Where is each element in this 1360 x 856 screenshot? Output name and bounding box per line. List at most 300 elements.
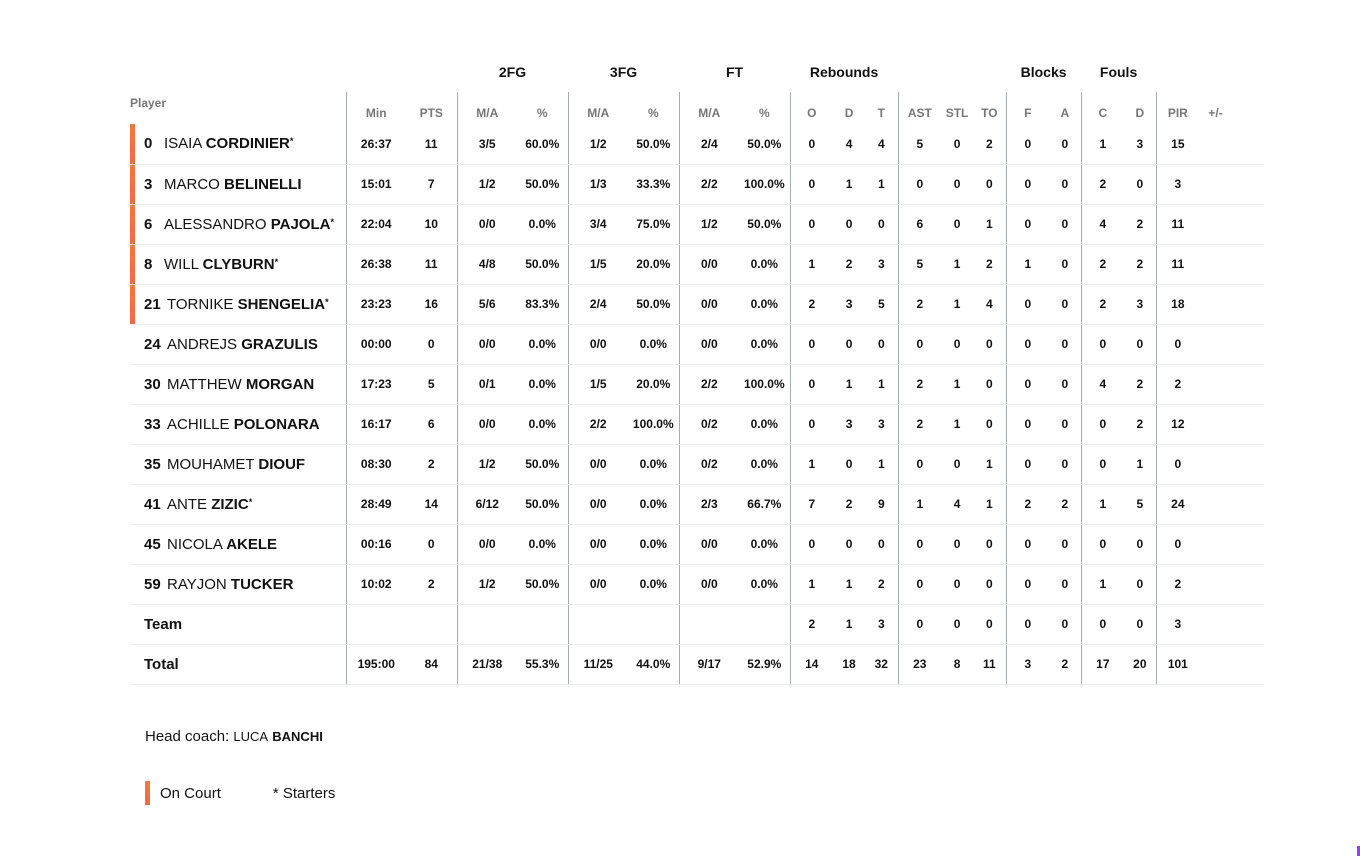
stat-ft: 2/2 bbox=[679, 364, 739, 404]
stat-pir: 11 bbox=[1156, 244, 1199, 284]
col-header-player[interactable]: Player bbox=[130, 96, 167, 110]
stat-fg2: 0/0 bbox=[457, 324, 517, 364]
player-last-name: POLONARA bbox=[233, 415, 320, 433]
stat-fg3p: 100.0% bbox=[628, 404, 679, 444]
total-stat-fc: 17 bbox=[1081, 644, 1124, 684]
stat-fg2p: 0.0% bbox=[517, 204, 568, 244]
stat-t: 1 bbox=[865, 364, 898, 404]
stat-ftp: 100.0% bbox=[739, 364, 790, 404]
stat-to: 0 bbox=[973, 164, 1006, 204]
total-stat-ast: 23 bbox=[898, 644, 941, 684]
stat-min: 28:49 bbox=[346, 484, 406, 524]
stat-ast: 0 bbox=[898, 444, 941, 484]
player-number: 35 bbox=[144, 455, 161, 473]
stat-ftp: 0.0% bbox=[739, 404, 790, 444]
player-cell bbox=[130, 204, 346, 244]
stat-ba: 0 bbox=[1049, 124, 1081, 164]
stat-to: 0 bbox=[973, 404, 1006, 444]
stat-bf: 0 bbox=[1006, 564, 1049, 604]
col-header-plus-minus[interactable]: +/- bbox=[1208, 106, 1223, 120]
team-stat-fg2 bbox=[457, 604, 517, 644]
stat-stl: 1 bbox=[941, 404, 973, 444]
player-number: 8 bbox=[144, 255, 153, 273]
on-court-indicator bbox=[130, 205, 135, 244]
player-row[interactable] bbox=[130, 524, 1264, 564]
legend bbox=[145, 781, 335, 805]
stat-ba: 0 bbox=[1049, 324, 1081, 364]
stat-fg3: 3/4 bbox=[568, 204, 628, 244]
stat-fg2: 4/8 bbox=[457, 244, 517, 284]
stat-t: 2 bbox=[865, 564, 898, 604]
stat-stl: 0 bbox=[941, 524, 973, 564]
player-last-name: AKELE bbox=[226, 535, 278, 553]
stat-d: 2 bbox=[833, 484, 865, 524]
player-number: 33 bbox=[144, 415, 161, 433]
stat-ft: 0/2 bbox=[679, 444, 739, 484]
stat-ba: 2 bbox=[1049, 484, 1081, 524]
stat-ast: 0 bbox=[898, 164, 941, 204]
player-cell bbox=[130, 164, 346, 204]
stat-pm bbox=[1199, 484, 1232, 524]
stat-ft: 0/0 bbox=[679, 284, 739, 324]
team-label: Team bbox=[144, 615, 183, 633]
player-row[interactable] bbox=[130, 204, 1264, 244]
total-label: Total bbox=[144, 655, 179, 673]
team-row bbox=[130, 604, 1264, 644]
on-court-indicator bbox=[130, 124, 135, 164]
stat-t: 4 bbox=[865, 124, 898, 164]
stat-min: 26:38 bbox=[346, 244, 406, 284]
on-court-indicator bbox=[130, 165, 135, 204]
stat-pts: 16 bbox=[406, 284, 457, 324]
stat-ftp: 100.0% bbox=[739, 164, 790, 204]
stat-bf: 0 bbox=[1006, 524, 1049, 564]
stat-pts: 7 bbox=[406, 164, 457, 204]
pad-cell bbox=[1232, 484, 1264, 524]
stat-pm bbox=[1199, 404, 1232, 444]
stat-pm bbox=[1199, 364, 1232, 404]
total-stat-pm bbox=[1199, 644, 1232, 684]
stat-to: 2 bbox=[973, 244, 1006, 284]
stat-o: 2 bbox=[790, 284, 833, 324]
player-first-name: WILL bbox=[164, 255, 199, 273]
stat-fd: 0 bbox=[1124, 324, 1156, 364]
stat-o: 0 bbox=[790, 204, 833, 244]
stat-pir: 0 bbox=[1156, 444, 1199, 484]
stat-ba: 0 bbox=[1049, 524, 1081, 564]
player-first-name: TORNIKE bbox=[167, 295, 234, 313]
pad-cell bbox=[1232, 124, 1264, 164]
stat-pts: 5 bbox=[406, 364, 457, 404]
stat-fg3: 2/2 bbox=[568, 404, 628, 444]
player-number: 45 bbox=[144, 535, 161, 553]
stat-stl: 0 bbox=[941, 204, 973, 244]
col-header-pir[interactable]: PIR bbox=[1156, 92, 1199, 124]
stat-fg2p: 0.0% bbox=[517, 404, 568, 444]
col-header-min[interactable]: Min bbox=[346, 92, 406, 124]
stat-ft: 0/0 bbox=[679, 324, 739, 364]
total-stat-ftp: 52.9% bbox=[739, 644, 790, 684]
stat-o: 0 bbox=[790, 124, 833, 164]
total-stat-fd: 20 bbox=[1124, 644, 1156, 684]
stat-fg3: 2/4 bbox=[568, 284, 628, 324]
stat-pir: 0 bbox=[1156, 524, 1199, 564]
player-first-name: ANTE bbox=[167, 495, 208, 513]
stat-ast: 1 bbox=[898, 484, 941, 524]
pad-cell bbox=[1232, 364, 1264, 404]
stat-t: 1 bbox=[865, 164, 898, 204]
stat-stl: 1 bbox=[941, 364, 973, 404]
stat-fg2p: 0.0% bbox=[517, 324, 568, 364]
col-header-2fg-ma[interactable]: M/A bbox=[457, 92, 517, 124]
stat-pm bbox=[1199, 524, 1232, 564]
stat-ft: 2/4 bbox=[679, 124, 739, 164]
stat-fd: 0 bbox=[1124, 564, 1156, 604]
player-number: 24 bbox=[144, 335, 161, 353]
stat-ast: 2 bbox=[898, 284, 941, 324]
stat-fg2: 3/5 bbox=[457, 124, 517, 164]
stat-stl: 0 bbox=[941, 324, 973, 364]
stat-fc: 1 bbox=[1081, 564, 1124, 604]
player-number: 6 bbox=[144, 215, 153, 233]
stat-ast: 5 bbox=[898, 244, 941, 284]
player-number: 21 bbox=[144, 295, 161, 313]
col-header-foul-c[interactable]: C bbox=[1081, 92, 1124, 124]
on-court-swatch bbox=[145, 781, 150, 805]
player-first-name: ISAIA bbox=[164, 135, 202, 153]
team-stat-ftp bbox=[739, 604, 790, 644]
stat-fc: 4 bbox=[1081, 204, 1124, 244]
stat-t: 3 bbox=[865, 244, 898, 284]
player-row[interactable] bbox=[130, 484, 1264, 524]
stat-fg3p: 75.0% bbox=[628, 204, 679, 244]
stat-t: 0 bbox=[865, 324, 898, 364]
stat-pts: 11 bbox=[406, 244, 457, 284]
stat-stl: 0 bbox=[941, 564, 973, 604]
stat-to: 0 bbox=[973, 524, 1006, 564]
team-stat-pts bbox=[406, 604, 457, 644]
on-court-indicator bbox=[130, 285, 135, 324]
stat-ft: 2/3 bbox=[679, 484, 739, 524]
stat-fg2: 1/2 bbox=[457, 564, 517, 604]
stat-fg2p: 50.0% bbox=[517, 484, 568, 524]
stat-pm bbox=[1199, 244, 1232, 284]
col-header-2fg-pct[interactable]: % bbox=[536, 106, 548, 120]
stat-stl: 0 bbox=[941, 164, 973, 204]
pad-cell bbox=[1232, 444, 1264, 484]
stat-to: 1 bbox=[973, 444, 1006, 484]
stat-pts: 10 bbox=[406, 204, 457, 244]
stat-ba: 0 bbox=[1049, 404, 1081, 444]
stat-fg2p: 83.3% bbox=[517, 284, 568, 324]
stat-o: 0 bbox=[790, 324, 833, 364]
player-number: 59 bbox=[144, 575, 161, 593]
total-stat-fg2p: 55.3% bbox=[517, 644, 568, 684]
stat-pts: 2 bbox=[406, 444, 457, 484]
stat-ftp: 0.0% bbox=[739, 564, 790, 604]
stat-fg2p: 0.0% bbox=[517, 524, 568, 564]
stat-ft: 0/2 bbox=[679, 404, 739, 444]
team-stat-ba: 0 bbox=[1049, 604, 1081, 644]
stat-ba: 0 bbox=[1049, 284, 1081, 324]
player-cell bbox=[130, 244, 346, 284]
head-coach-first-name: LUCA bbox=[233, 729, 269, 744]
stat-ft: 2/2 bbox=[679, 164, 739, 204]
player-row[interactable] bbox=[130, 124, 1264, 164]
starter-mark: * bbox=[248, 496, 253, 507]
group-header-row bbox=[130, 52, 1264, 92]
stat-min: 23:23 bbox=[346, 284, 406, 324]
stat-fg3: 1/3 bbox=[568, 164, 628, 204]
player-last-name: PAJOLA bbox=[270, 215, 331, 233]
col-header-foul-d[interactable]: D bbox=[1135, 106, 1145, 120]
total-stat-min: 195:00 bbox=[346, 644, 406, 684]
stat-ast: 0 bbox=[898, 324, 941, 364]
player-first-name: MARCO bbox=[164, 175, 220, 193]
total-stat-o: 14 bbox=[790, 644, 833, 684]
column-header-row bbox=[130, 92, 1264, 124]
stat-bf: 0 bbox=[1006, 164, 1049, 204]
stat-fg3: 1/5 bbox=[568, 244, 628, 284]
boxscore-table bbox=[130, 52, 1264, 685]
group-2fg: 2FG bbox=[498, 64, 527, 80]
stat-d: 3 bbox=[833, 404, 865, 444]
stat-pir: 2 bbox=[1156, 564, 1199, 604]
stat-min: 15:01 bbox=[346, 164, 406, 204]
stat-o: 1 bbox=[790, 244, 833, 284]
stat-fc: 4 bbox=[1081, 364, 1124, 404]
col-header-ft-pct[interactable]: % bbox=[758, 106, 770, 120]
total-stat-ba: 2 bbox=[1049, 644, 1081, 684]
stat-ftp: 66.7% bbox=[739, 484, 790, 524]
player-last-name: MORGAN bbox=[245, 375, 315, 393]
total-stat-fg3: 11/25 bbox=[568, 644, 628, 684]
stat-min: 00:16 bbox=[346, 524, 406, 564]
stat-min: 08:30 bbox=[346, 444, 406, 484]
stat-fg3p: 33.3% bbox=[628, 164, 679, 204]
player-last-name: CLYBURN bbox=[202, 255, 275, 273]
stat-pm bbox=[1199, 124, 1232, 164]
starter-mark: * bbox=[274, 256, 279, 267]
stat-d: 0 bbox=[833, 324, 865, 364]
team-stat-stl: 0 bbox=[941, 604, 973, 644]
total-stat-ft: 9/17 bbox=[679, 644, 739, 684]
stat-fd: 3 bbox=[1124, 124, 1156, 164]
stat-fd: 2 bbox=[1124, 404, 1156, 444]
stat-fd: 1 bbox=[1124, 444, 1156, 484]
group-blocks: Blocks bbox=[1020, 64, 1067, 80]
player-first-name: MOUHAMET bbox=[167, 455, 255, 473]
col-header-ast[interactable]: AST bbox=[898, 92, 941, 124]
team-stat-pir: 3 bbox=[1156, 604, 1199, 644]
pad-cell bbox=[1232, 404, 1264, 444]
team-stat-fg3p bbox=[628, 604, 679, 644]
stat-pm bbox=[1199, 284, 1232, 324]
stat-d: 2 bbox=[833, 244, 865, 284]
stat-fc: 2 bbox=[1081, 244, 1124, 284]
team-stat-fd: 0 bbox=[1124, 604, 1156, 644]
player-cell bbox=[130, 564, 346, 604]
stat-d: 4 bbox=[833, 124, 865, 164]
stat-to: 4 bbox=[973, 284, 1006, 324]
stat-d: 1 bbox=[833, 364, 865, 404]
player-last-name: CORDINIER bbox=[205, 135, 290, 153]
stat-bf: 0 bbox=[1006, 124, 1049, 164]
stat-ba: 0 bbox=[1049, 364, 1081, 404]
stat-pts: 11 bbox=[406, 124, 457, 164]
player-number: 3 bbox=[144, 175, 153, 193]
stat-fg3: 1/5 bbox=[568, 364, 628, 404]
stat-fg3: 0/0 bbox=[568, 564, 628, 604]
stat-fg3: 1/2 bbox=[568, 124, 628, 164]
stat-d: 0 bbox=[833, 204, 865, 244]
stat-fg2p: 50.0% bbox=[517, 164, 568, 204]
pad-cell bbox=[1232, 644, 1264, 684]
stat-ftp: 50.0% bbox=[739, 124, 790, 164]
stat-ft: 0/0 bbox=[679, 524, 739, 564]
player-last-name: TUCKER bbox=[230, 575, 294, 593]
stat-fg3p: 50.0% bbox=[628, 284, 679, 324]
stat-stl: 1 bbox=[941, 244, 973, 284]
stat-d: 3 bbox=[833, 284, 865, 324]
stat-pts: 0 bbox=[406, 324, 457, 364]
player-row[interactable] bbox=[130, 404, 1264, 444]
stat-fg3: 0/0 bbox=[568, 524, 628, 564]
col-header-ft-ma[interactable]: M/A bbox=[679, 92, 739, 124]
player-row[interactable] bbox=[130, 444, 1264, 484]
stat-fd: 2 bbox=[1124, 364, 1156, 404]
stat-fc: 0 bbox=[1081, 444, 1124, 484]
player-number: 0 bbox=[144, 135, 153, 153]
stat-fg3: 0/0 bbox=[568, 444, 628, 484]
stat-ba: 0 bbox=[1049, 244, 1081, 284]
total-stat-bf: 3 bbox=[1006, 644, 1049, 684]
stat-min: 17:23 bbox=[346, 364, 406, 404]
col-header-3fg-ma[interactable]: M/A bbox=[568, 92, 628, 124]
stat-fg3: 0/0 bbox=[568, 324, 628, 364]
stat-pm bbox=[1199, 564, 1232, 604]
stat-ast: 0 bbox=[898, 524, 941, 564]
player-cell bbox=[130, 324, 346, 364]
total-cell bbox=[130, 644, 346, 684]
stat-pm bbox=[1199, 444, 1232, 484]
stat-bf: 0 bbox=[1006, 444, 1049, 484]
team-stat-to: 0 bbox=[973, 604, 1006, 644]
team-stat-fg3 bbox=[568, 604, 628, 644]
col-header-pts[interactable]: PTS bbox=[419, 106, 443, 120]
player-cell bbox=[130, 284, 346, 324]
stat-pts: 6 bbox=[406, 404, 457, 444]
team-stat-bf: 0 bbox=[1006, 604, 1049, 644]
stat-fg3p: 0.0% bbox=[628, 444, 679, 484]
stat-ftp: 50.0% bbox=[739, 204, 790, 244]
col-header-to[interactable]: TO bbox=[981, 106, 998, 120]
player-row[interactable] bbox=[130, 164, 1264, 204]
stat-ba: 0 bbox=[1049, 564, 1081, 604]
stat-min: 10:02 bbox=[346, 564, 406, 604]
col-header-blk-a[interactable]: A bbox=[1060, 106, 1070, 120]
pad-cell bbox=[1232, 604, 1264, 644]
stat-bf: 0 bbox=[1006, 324, 1049, 364]
stat-o: 0 bbox=[790, 364, 833, 404]
stat-fg2: 0/0 bbox=[457, 404, 517, 444]
starter-mark: * bbox=[330, 216, 334, 227]
stat-fd: 2 bbox=[1124, 204, 1156, 244]
col-header-reb-o[interactable]: O bbox=[790, 92, 833, 124]
stat-pts: 2 bbox=[406, 564, 457, 604]
total-stat-stl: 8 bbox=[941, 644, 973, 684]
player-cell bbox=[130, 364, 346, 404]
player-first-name: ALESSANDRO bbox=[164, 215, 267, 233]
stat-d: 0 bbox=[833, 524, 865, 564]
stat-bf: 0 bbox=[1006, 284, 1049, 324]
player-row[interactable] bbox=[130, 324, 1264, 364]
stat-bf: 1 bbox=[1006, 244, 1049, 284]
player-number: 30 bbox=[144, 375, 161, 393]
stat-ba: 0 bbox=[1049, 204, 1081, 244]
player-last-name: BELINELLI bbox=[224, 175, 302, 193]
stat-fg3p: 0.0% bbox=[628, 524, 679, 564]
player-row[interactable] bbox=[130, 564, 1264, 604]
stat-d: 1 bbox=[833, 164, 865, 204]
stat-ast: 2 bbox=[898, 404, 941, 444]
team-stat-min bbox=[346, 604, 406, 644]
pad-cell bbox=[1232, 244, 1264, 284]
stat-to: 1 bbox=[973, 484, 1006, 524]
stat-stl: 1 bbox=[941, 284, 973, 324]
stat-fc: 0 bbox=[1081, 324, 1124, 364]
team-stat-ft bbox=[679, 604, 739, 644]
stat-fg2: 1/2 bbox=[457, 164, 517, 204]
player-first-name: NICOLA bbox=[167, 535, 223, 553]
stat-fc: 1 bbox=[1081, 124, 1124, 164]
col-header-stl[interactable]: STL bbox=[945, 106, 969, 120]
stat-ft: 0/0 bbox=[679, 244, 739, 284]
stat-ast: 2 bbox=[898, 364, 941, 404]
col-header-3fg-pct[interactable]: % bbox=[647, 106, 659, 120]
player-first-name: ANDREJS bbox=[167, 335, 238, 353]
col-header-blk-f[interactable]: F bbox=[1006, 92, 1049, 124]
player-row[interactable] bbox=[130, 364, 1264, 404]
stat-t: 1 bbox=[865, 444, 898, 484]
stat-to: 2 bbox=[973, 124, 1006, 164]
group-ft: FT bbox=[725, 64, 744, 80]
stat-o: 0 bbox=[790, 404, 833, 444]
stat-ftp: 0.0% bbox=[739, 444, 790, 484]
stat-ftp: 0.0% bbox=[739, 244, 790, 284]
pad-cell bbox=[1232, 204, 1264, 244]
total-stat-t: 32 bbox=[865, 644, 898, 684]
player-row[interactable] bbox=[130, 244, 1264, 284]
stat-fg3p: 50.0% bbox=[628, 124, 679, 164]
player-last-name: SHENGELIA bbox=[237, 295, 326, 313]
player-last-name: DIOUF bbox=[258, 455, 306, 473]
stat-pts: 0 bbox=[406, 524, 457, 564]
col-header-reb-t[interactable]: T bbox=[877, 106, 885, 120]
stat-to: 0 bbox=[973, 364, 1006, 404]
stat-fd: 0 bbox=[1124, 164, 1156, 204]
stat-stl: 4 bbox=[941, 484, 973, 524]
col-header-reb-d[interactable]: D bbox=[844, 106, 854, 120]
stat-fg2: 5/6 bbox=[457, 284, 517, 324]
head-coach bbox=[145, 728, 323, 745]
stat-fg3: 0/0 bbox=[568, 484, 628, 524]
team-stat-o: 2 bbox=[790, 604, 833, 644]
stat-ft: 1/2 bbox=[679, 204, 739, 244]
player-row[interactable] bbox=[130, 284, 1264, 324]
player-cell bbox=[130, 444, 346, 484]
head-coach-label: Head coach: bbox=[145, 728, 230, 745]
